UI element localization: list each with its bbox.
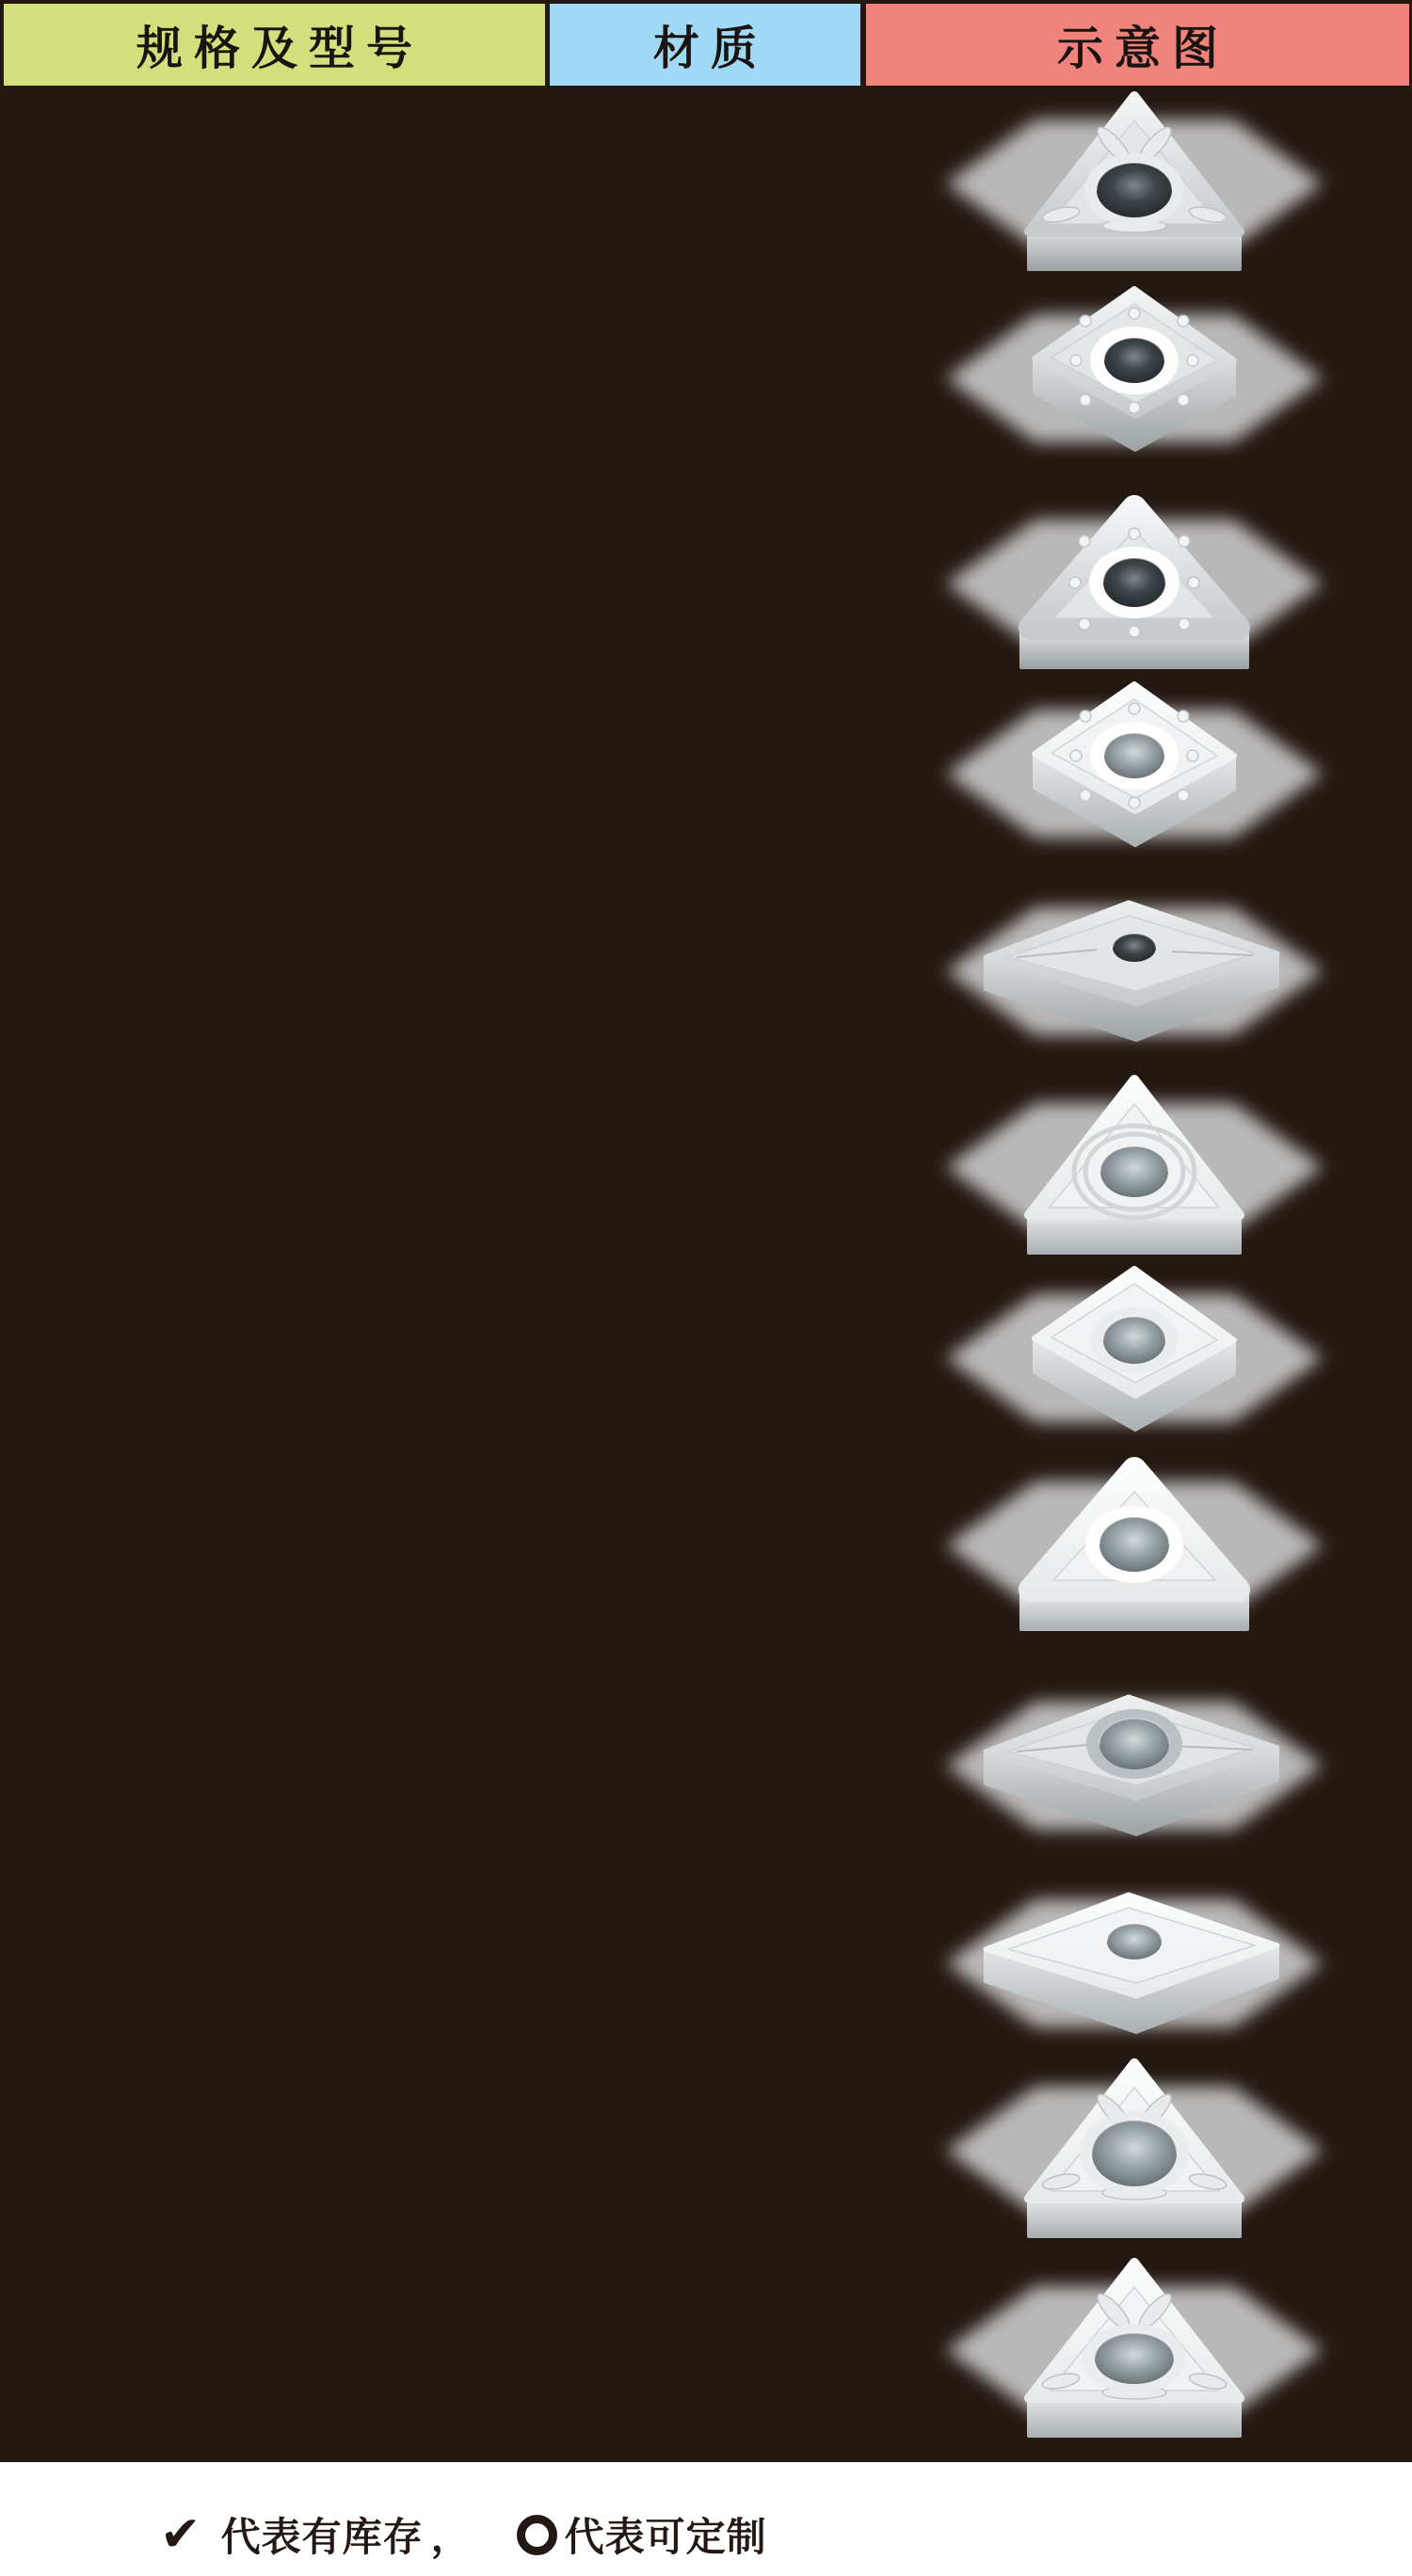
circle-icon — [517, 2515, 557, 2555]
legend-stock-text: 代表有库存 — [220, 2515, 424, 2559]
wide-diamond-insert-plain — [927, 1855, 1341, 2072]
diamond-insert-ornate-polished — [927, 665, 1341, 882]
legend-custom-text: 代表可定制 — [564, 2515, 767, 2559]
wide-diamond-insert-machined — [927, 1657, 1341, 1874]
triangle-insert-large-bore — [927, 2042, 1341, 2259]
check-icon: ✔ — [160, 2507, 202, 2562]
legend — [160, 2508, 767, 2561]
legend-separator: ， — [430, 2515, 472, 2559]
triangle-insert-polished-top — [927, 1059, 1341, 1275]
triangle-insert-large-bore-small — [927, 2242, 1341, 2458]
diamond-insert-polished-top — [927, 1250, 1341, 1466]
diamond-insert-ornate-chipbreaker — [927, 270, 1341, 487]
trigon-insert-polished-top — [927, 1437, 1341, 1654]
header-label-material: 材质 — [652, 23, 768, 74]
header-label-spec: 规格及型号 — [136, 23, 424, 74]
trigon-insert-ornate-chipbreaker — [927, 475, 1341, 692]
triangle-insert-molded-chipbreaker — [927, 75, 1341, 292]
flat-diamond-insert-small-bore — [927, 863, 1341, 1080]
header-label-diagram: 示意图 — [1056, 23, 1229, 74]
